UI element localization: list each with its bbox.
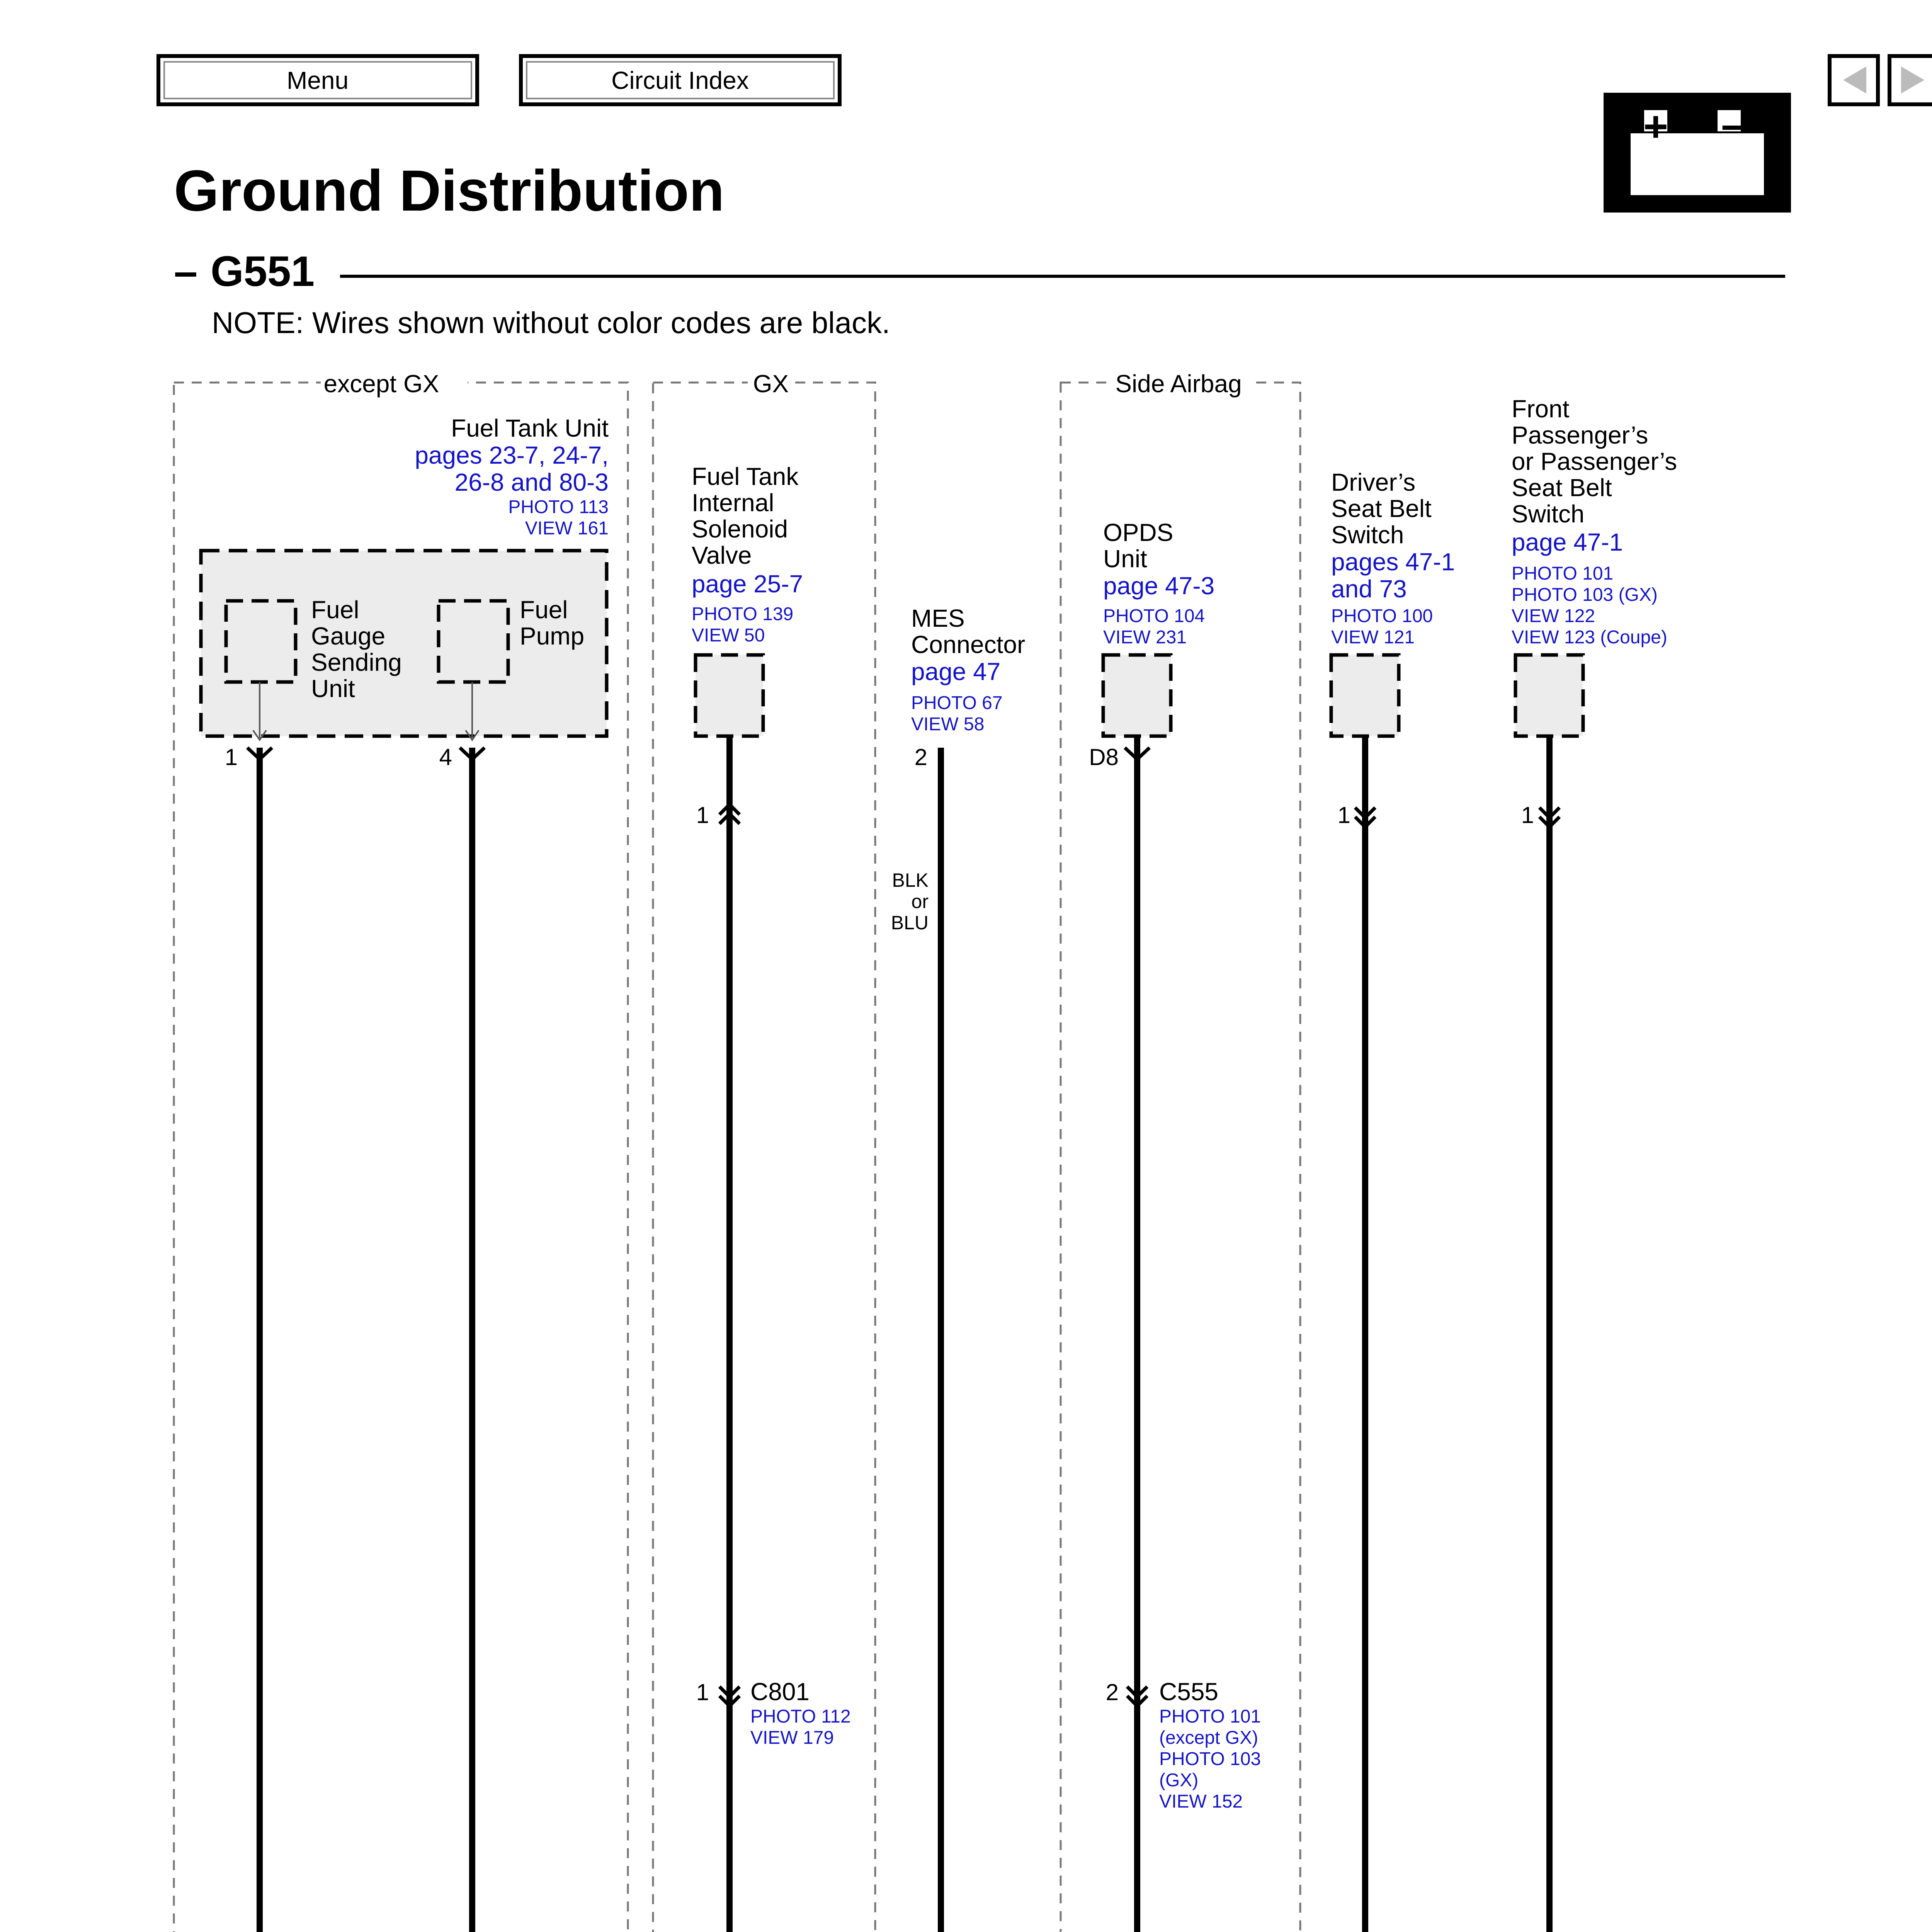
svg-text:+: + [1643, 103, 1668, 150]
prev-page-button-top[interactable] [1830, 56, 1878, 104]
circuit-index-button-top-label: Circuit Index [611, 66, 749, 94]
pin-solenoid-valve: 1 [696, 802, 709, 828]
menu-button-top-label: Menu [286, 66, 349, 94]
mes-connector-name-2: Connector [911, 631, 1026, 658]
solenoid-valve-name-3: Solenoid [692, 515, 788, 543]
passenger-seat-belt-ref-4[interactable]: VIEW 123 (Coupe) [1512, 627, 1667, 648]
pin-fuel-pump: 4 [439, 744, 452, 770]
fuel-tank-unit-photo-link[interactable]: PHOTO 113 [508, 497, 609, 517]
passenger-seat-belt-ref-3[interactable]: VIEW 122 [1512, 606, 1595, 626]
group-label-gx: GX [753, 370, 789, 398]
c555-ref-2[interactable]: (except GX) [1159, 1728, 1259, 1748]
c555-ref-1[interactable]: PHOTO 101 [1159, 1706, 1261, 1727]
mes-connector-name-1: MES [911, 604, 965, 632]
solenoid-valve-name-2: Internal [692, 489, 774, 517]
driver-seat-belt-view-link[interactable]: VIEW 121 [1331, 627, 1415, 648]
section-title: G551 [211, 248, 315, 295]
fuel-pump-label-1: Fuel [520, 596, 568, 624]
passenger-seat-belt-ref-1[interactable]: PHOTO 101 [1512, 563, 1614, 584]
c555-name: C555 [1159, 1678, 1218, 1706]
opds-unit-symbol [1103, 655, 1171, 736]
mes-wire-color-1: BLK [892, 869, 929, 891]
c555-ref-5[interactable]: VIEW 152 [1159, 1791, 1243, 1812]
c801-ref-2[interactable]: VIEW 179 [750, 1728, 834, 1748]
opds-unit-page-link[interactable]: page 47-3 [1103, 572, 1215, 600]
driver-seat-belt-symbol [1331, 655, 1399, 736]
passenger-seat-belt-name-4: Seat Belt [1512, 474, 1612, 502]
svg-text:–: – [1721, 101, 1745, 148]
driver-seat-belt-name-2: Seat Belt [1331, 495, 1432, 522]
group-label-side-airbag: Side Airbag [1115, 370, 1242, 398]
solenoid-valve-view-link[interactable]: VIEW 50 [692, 625, 765, 646]
c801-ref-1[interactable]: PHOTO 112 [750, 1706, 851, 1727]
fuel-gauge-label-2: Gauge [311, 622, 386, 650]
fuel-pump-symbol [439, 601, 508, 682]
mes-wire-color-2: or [911, 891, 929, 912]
opds-unit-view-link[interactable]: VIEW 231 [1103, 627, 1187, 648]
fuel-gauge-label-1: Fuel [311, 596, 359, 624]
c555-pin: 2 [1105, 1679, 1119, 1705]
driver-seat-belt-name-1: Driver’s [1331, 468, 1416, 496]
fuel-tank-unit-name: Fuel Tank Unit [451, 414, 609, 442]
section-prefix: – [174, 248, 198, 295]
fuel-tank-unit-page-link-2[interactable]: 26-8 and 80-3 [454, 468, 609, 496]
next-page-button-top[interactable] [1889, 56, 1932, 104]
passenger-seat-belt-name-5: Switch [1512, 500, 1585, 528]
passenger-seat-belt-name-3: or Passenger’s [1512, 447, 1677, 475]
driver-seat-belt-page-link-1[interactable]: pages 47-1 [1331, 548, 1455, 576]
circuit-index-button-top[interactable] [521, 56, 840, 104]
mes-connector-page-link[interactable]: page 47 [911, 658, 1001, 685]
group-label-except-gx: except GX [323, 370, 439, 398]
battery-icon [1604, 93, 1791, 213]
solenoid-valve-page-link[interactable]: page 25-7 [692, 570, 803, 598]
opds-unit-name-2: Unit [1103, 545, 1147, 573]
fuel-pump-label-2: Pump [520, 622, 585, 650]
fuel-gauge-sending-unit-symbol [226, 601, 296, 682]
c801-name: C801 [750, 1678, 810, 1706]
fuel-gauge-label-4: Unit [311, 675, 355, 702]
driver-seat-belt-photo-link[interactable]: PHOTO 100 [1331, 606, 1433, 626]
fuel-tank-unit-view-link[interactable]: VIEW 161 [525, 518, 609, 539]
passenger-seat-belt-name-2: Passenger’s [1512, 421, 1648, 449]
mes-wire-color-3: BLU [891, 912, 929, 934]
solenoid-valve-name-4: Valve [692, 541, 752, 569]
page-title: Ground Distribution [174, 158, 724, 223]
color-code-note: NOTE: Wires shown without color codes are black. [212, 306, 890, 340]
c555-ref-3[interactable]: PHOTO 103 [1159, 1749, 1261, 1769]
opds-unit-name-1: OPDS [1103, 519, 1173, 546]
pin-opds-unit: D8 [1089, 744, 1119, 770]
passenger-seat-belt-page-link[interactable]: page 47-1 [1512, 528, 1623, 556]
c555-ref-4[interactable]: (GX) [1159, 1770, 1199, 1791]
driver-seat-belt-page-link-2[interactable]: and 73 [1331, 575, 1407, 603]
driver-seat-belt-name-3: Switch [1331, 521, 1404, 549]
solenoid-valve-symbol [696, 655, 763, 736]
opds-unit-photo-link[interactable]: PHOTO 104 [1103, 606, 1205, 626]
pin-mes-connector: 2 [914, 744, 927, 770]
passenger-seat-belt-symbol [1515, 655, 1583, 736]
fuel-tank-unit-labels [415, 414, 609, 539]
pin-fuel-gauge: 1 [224, 744, 238, 770]
solenoid-valve-name-1: Fuel Tank [692, 463, 799, 490]
passenger-seat-belt-ref-2[interactable]: PHOTO 103 (GX) [1512, 585, 1658, 605]
fuel-gauge-label-3: Sending [311, 648, 402, 676]
mes-connector-photo-link[interactable]: PHOTO 67 [911, 693, 1003, 713]
menu-button-top[interactable] [158, 56, 477, 104]
fuel-tank-unit-page-link-1[interactable]: pages 23-7, 24-7, [415, 441, 609, 469]
passenger-seat-belt-name-1: Front [1512, 395, 1570, 423]
pin-passenger-seat-belt: 1 [1521, 802, 1534, 828]
solenoid-valve-photo-link[interactable]: PHOTO 139 [692, 604, 794, 624]
mes-connector-view-link[interactable]: VIEW 58 [911, 714, 985, 735]
pin-driver-seat-belt: 1 [1337, 802, 1350, 828]
c801-pin: 1 [696, 1679, 709, 1705]
